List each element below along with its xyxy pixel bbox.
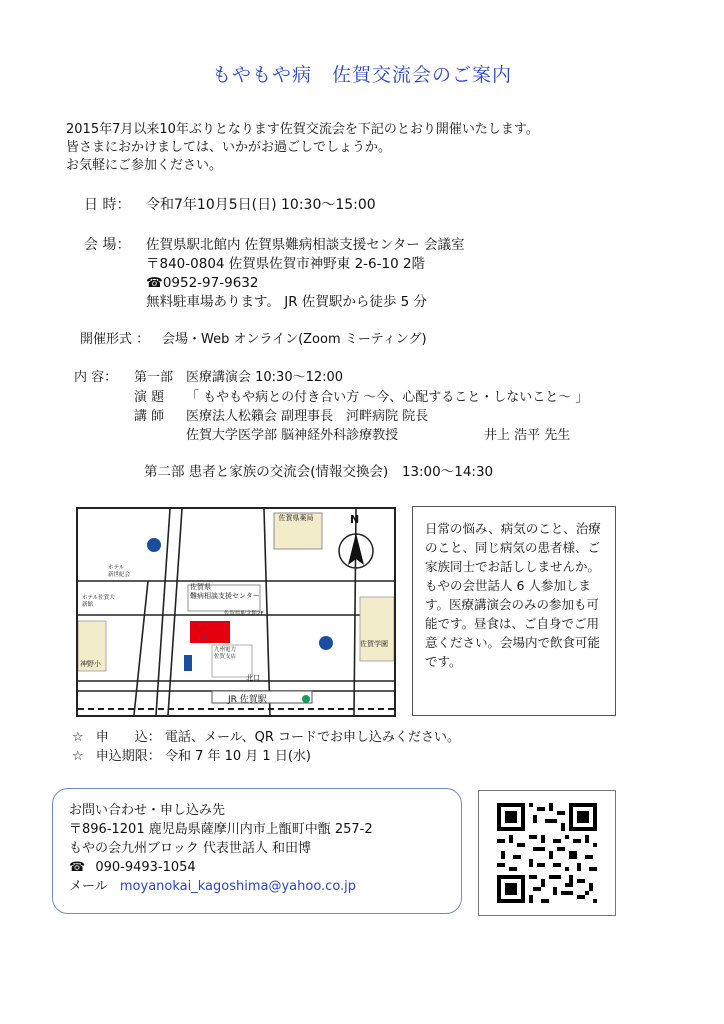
apply-deadline-row — [72, 748, 311, 766]
access-map — [76, 507, 396, 717]
apply-method: 電話、メール、QR コードでお申し込みください。 — [164, 730, 461, 745]
lecturer-label: 講 師 — [134, 409, 165, 424]
star-icon: ☆ — [72, 749, 84, 764]
intro-line-1: 2015年7月以来10年ぶりとなります佐賀交流会を下記のとおり開催いたします。 — [66, 122, 539, 137]
intro-line-3: お気軽にご参加ください。 — [66, 158, 223, 173]
bus-icon — [147, 538, 161, 552]
venue-label: 会 場： — [84, 237, 131, 253]
venue-line-4: 無料駐車場あります。 JR 佐賀駅から徒歩 5 分 — [146, 294, 428, 310]
qr-code-frame — [478, 790, 616, 916]
venue-line-2: 〒840-0804 佐賀県佐賀市神野東 2-6-10 2階 — [146, 256, 426, 272]
contact-email-row — [69, 877, 447, 896]
part2: 第二部 患者と家族の交流会(情報交換会) 13:00～14:30 — [144, 464, 494, 480]
apply-deadline-label: 申込期限： — [95, 749, 161, 764]
contact-email[interactable]: moyanokai_kagoshima@yahoo.co.jp — [119, 879, 357, 894]
contact-box — [52, 788, 462, 914]
map-label-pharmacy: 佐賀県薬局 — [278, 514, 314, 522]
contact-org: もやの会九州ブロック 代表世話人 和田博 — [69, 841, 312, 856]
venue-tel-number: 0952-97-9632 — [162, 275, 259, 291]
map-label-compass: N — [350, 513, 360, 526]
email-label: メール — [69, 879, 108, 894]
venue-marker — [190, 621, 230, 643]
content-label: 内 容： — [74, 370, 118, 385]
map-label-gakuen: 佐賀学園 — [360, 640, 388, 648]
apply-deadline: 令和 7 年 10 月 1 日(水) — [164, 749, 311, 764]
contact-tel: 090-9493-1054 — [95, 860, 196, 875]
lecturer-1: 医療法人松籟会 副理事長 河畔病院 院長 — [186, 409, 429, 424]
lecturer-2-name: 井上 浩平 先生 — [484, 428, 571, 443]
apply-method-row — [72, 729, 460, 747]
svg-text:〒: 〒 — [200, 633, 210, 643]
map-label-bank: 九州電力 佐賀支店 — [214, 647, 237, 660]
part1: 第一部 医療講演会 10:30～12:00 — [134, 370, 344, 385]
datetime-label: 日 時： — [84, 197, 131, 213]
contact-address: 〒896-1201 鹿児島県薩摩川内市上甑町中甑 257-2 — [69, 822, 373, 837]
page-title: もやもや病 佐賀交流会のご案内 — [211, 64, 512, 86]
venue-line-1: 佐賀県駅北館内 佐賀県難病相談支援センター 会議室 — [146, 237, 465, 253]
star-icon: ☆ — [72, 730, 84, 745]
note-box: 日常の悩み、病気のこと、治療のこと、同じ病気の患者様、ご家族同士でお話ししませんか。もやの会世話人 6 人参加します。医療講演会のみの参加も可能です。昼食は、ご自身でご用意ください。会場内で飲食可能です。 — [412, 506, 616, 716]
phone-icon: ☎ — [146, 275, 163, 291]
contact-heading: お問い合わせ・申し込み先 — [69, 803, 226, 818]
topic: 「 もやもや病との付き合い方 ～今、心配すること・しないこと～ 」 — [186, 390, 589, 405]
map-label-center-sub: 佐賀県駅北館2F — [224, 611, 264, 617]
map-label-hotel2: ホテル佐賀大 新館 — [82, 595, 115, 608]
contact-tel-row — [69, 858, 447, 877]
apply-method-label: 申 込： — [95, 730, 161, 745]
phone-icon: ☎ — [69, 860, 86, 875]
map-label-north-exit: 北口 — [246, 674, 260, 682]
topic-label: 演 題 — [134, 390, 165, 405]
format-label: 開催形式 ： — [80, 332, 150, 347]
venue-tel — [146, 274, 258, 292]
map-label-station: JR 佐賀駅 — [228, 695, 267, 705]
qr-code-icon[interactable] — [497, 803, 597, 903]
map-label-center: 佐賀県 難病相談支援センター — [190, 583, 260, 600]
lecturer-2-affiliation: 佐賀大学医学部 脳神経外科診療教授 — [186, 428, 399, 443]
intro-line-2: 皆さまにおかけましては、いかがお過ごしでしょうか。 — [66, 140, 392, 155]
format-value: 会場・Web オンライン(Zoom ミーティング) — [162, 332, 427, 347]
datetime-value: 令和7年10月5日(日) 10:30～15:00 — [146, 197, 376, 213]
map-label-hotel1: ホテル 新世紀会 — [108, 565, 131, 578]
map-label-school: 神野小 — [80, 660, 101, 668]
